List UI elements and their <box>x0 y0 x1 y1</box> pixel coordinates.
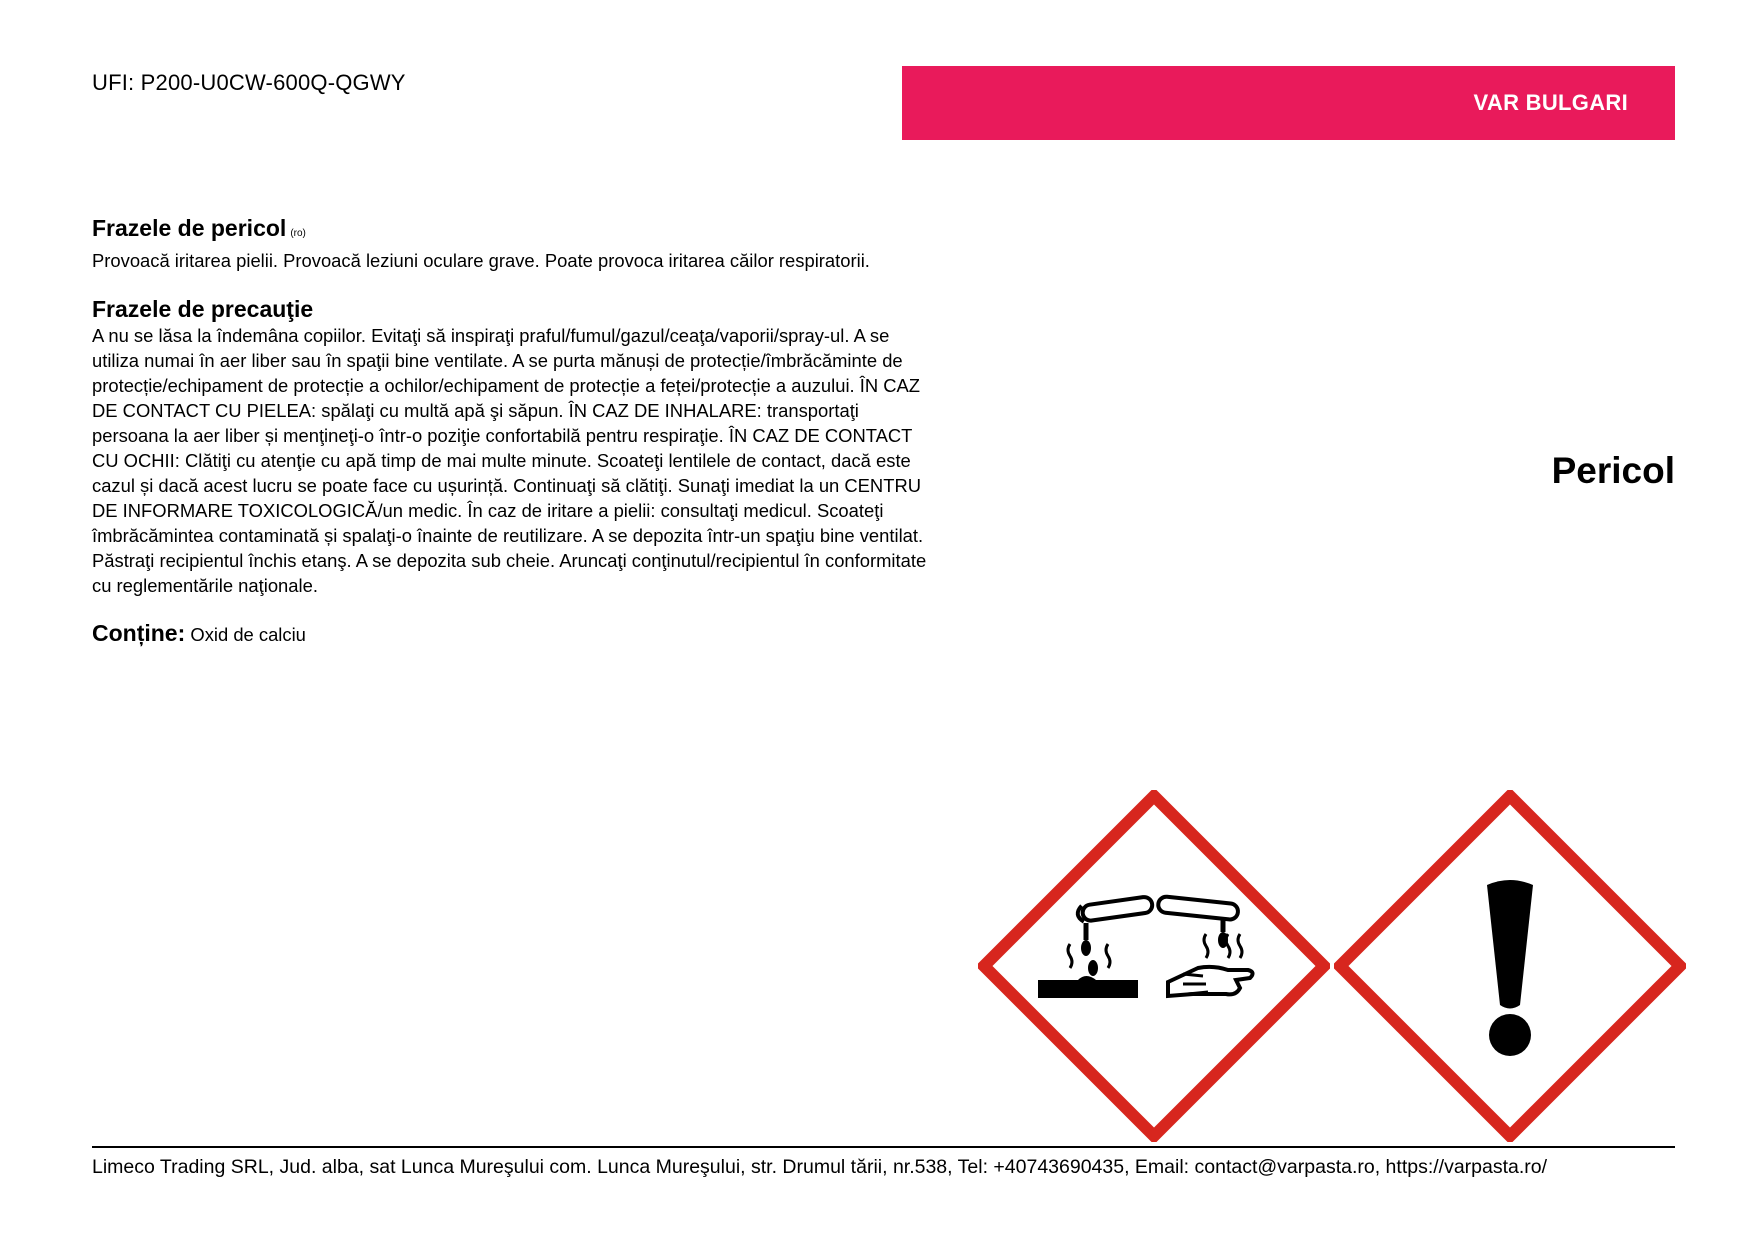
language-tag: (ro) <box>290 228 306 239</box>
contains-line <box>92 620 927 647</box>
ufi-code: UFI: P200-U0CW-600Q-QGWY <box>92 70 406 95</box>
precaution-text: A nu se lăsa la îndemâna copiilor. Evitaţi să inspiraţi praful/fumul/gazul/ceaţa/vaporii/spray-ul. A se utiliza numai în aer liber sau în spaţii bine ventilate. A se purta mănuși de protecție/îmbrăcăminte de protecție/echipament de protecție a ochilor/echipament de protecție a feței/protecție a auzului. ÎN CAZ DE CONTACT CU PIELEA: spălaţi cu multă apă şi săpun. ÎN CAZ DE INHALARE: transportaţi persoana la aer liber și menţineţi-o într-o poziţie confortabilă pentru respiraţie. ÎN CAZ DE CONTACT CU OCHII: Clătiţi cu atenţie cu apă timp de mai multe minute. Scoateţi lentilele de contact, dacă este cazul și dacă acest lucru se poate face cu ușurință. Continuaţi să clătiţi. Sunaţi imediat la un CENTRU DE INFORMARE TOXICOLOGICĂ/un medic. În caz de iritare a pielii: consultaţi medicul. Scoateţi îmbrăcămintea contaminată și spalaţi-o înainte de reutilizare. A se depozita într-un spaţiu bine ventilat. Păstraţi recipientul închis etanş. A se depozita sub cheie. Aruncaţi conţinutul/recipientul în conformitate cu reglementările naţionale. <box>92 325 927 596</box>
hazard-text: Provoacă iritarea pielii. Provoacă leziuni oculare grave. Poate provoca iritarea căilor respiratorii. <box>92 250 870 271</box>
corrosion-icon <box>978 790 1330 1142</box>
precaution-heading: Frazele de precauţie <box>92 296 314 322</box>
hazard-title: Frazele de pericol <box>92 215 287 241</box>
brand-label: VAR BULGARI <box>1473 90 1628 115</box>
signal-word: Pericol <box>1551 450 1675 491</box>
footer-divider <box>92 1146 1675 1148</box>
label-text-column <box>92 214 927 647</box>
contains-value: Oxid de calciu <box>190 624 306 645</box>
exclamation-mark-icon <box>1334 790 1686 1142</box>
brand-banner <box>902 66 1675 140</box>
supplier-info: Limeco Trading SRL, Jud. alba, sat Lunca Mureşului com. Lunca Mureşului, str. Drumul tării, nr.538, Tel: +40743690435, Email: contact@varpasta.ro, https://varpasta.ro/ <box>92 1156 1548 1178</box>
contains-label: Conține: <box>92 620 186 646</box>
precautionary-statements <box>92 295 927 598</box>
hazard-statements <box>92 214 927 273</box>
hazard-heading <box>92 214 927 248</box>
